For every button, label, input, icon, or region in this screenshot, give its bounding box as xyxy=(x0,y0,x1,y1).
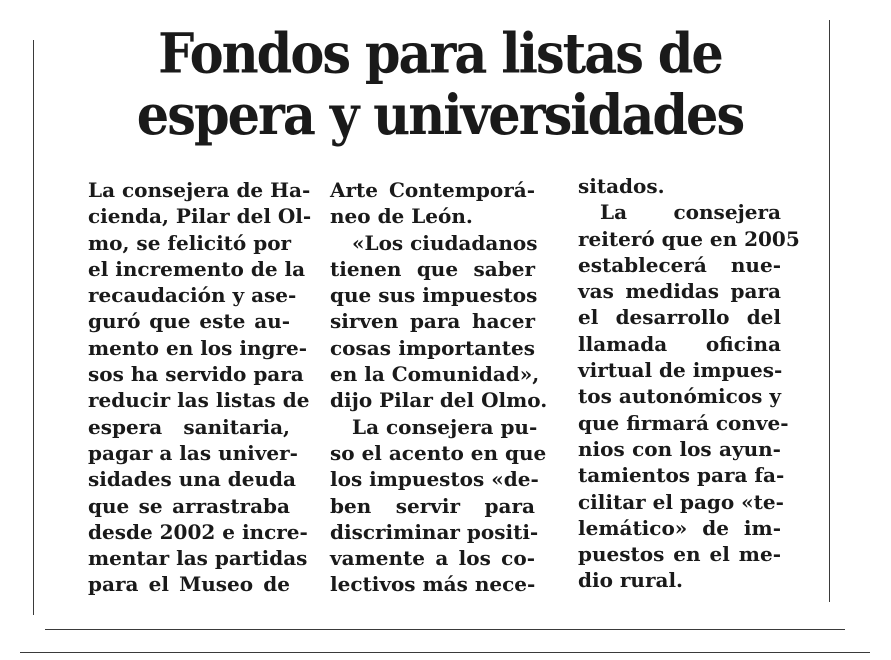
text-line: «Los ciudadanos xyxy=(352,230,538,255)
text-line: dijo Pilar del Olmo. xyxy=(330,388,548,413)
text-line: sos ha servido para xyxy=(88,362,304,387)
text-line: mentar las partidas xyxy=(88,546,308,571)
text-line: La consejera de Ha- xyxy=(88,178,311,202)
text-line: mento en los ingre- xyxy=(88,335,308,360)
text-line: neo de León. xyxy=(330,204,473,229)
text-line: nios con los ayun- xyxy=(578,436,781,461)
text-line: sirven para hacer xyxy=(330,309,535,334)
left-border-rule xyxy=(33,40,34,615)
text-line: sitados. xyxy=(578,174,665,198)
text-line: La consejera xyxy=(600,200,781,225)
bottom-rule-1 xyxy=(45,629,845,630)
text-line: puestos en el me- xyxy=(578,542,781,567)
bottom-rule-2 xyxy=(20,652,870,653)
text-line: discriminar positi- xyxy=(330,519,539,544)
text-line: vamente a los co- xyxy=(330,546,535,571)
text-line: guró que este au- xyxy=(88,309,290,334)
text-line: vas medidas para xyxy=(578,279,781,304)
text-line: cilitar el pago «te- xyxy=(578,489,784,514)
article-column-3 xyxy=(578,173,800,594)
text-line: sidades una deuda xyxy=(88,467,296,492)
text-line: que firmará conve- xyxy=(578,410,789,435)
text-line: tienen que saber xyxy=(330,256,535,281)
text-line: cosas importantes xyxy=(330,335,535,360)
text-line: lectivos más nece- xyxy=(330,572,536,597)
text-line: ben servir para xyxy=(330,493,535,518)
text-line: Arte Contemporá- xyxy=(330,178,535,202)
text-line: cienda, Pilar del Ol- xyxy=(88,204,312,229)
article-column-1 xyxy=(88,177,312,598)
text-line: tos autonómicos y xyxy=(578,384,781,409)
text-line: pagar a las univer- xyxy=(88,440,298,465)
text-line: en la Comunidad», xyxy=(330,362,540,387)
text-line: mo, se felicitó por xyxy=(88,230,292,255)
article-column-2 xyxy=(330,177,548,598)
text-line: so el acento en que xyxy=(330,440,547,465)
text-line: desde 2002 e incre- xyxy=(88,519,308,544)
text-line: el desarrollo del xyxy=(578,305,781,330)
text-line: establecerá nue- xyxy=(578,252,781,277)
text-line: recaudación y ase- xyxy=(88,283,297,308)
text-line: reducir las listas de xyxy=(88,388,310,413)
text-line: llamada oficina xyxy=(578,331,781,356)
text-line: que sus impuestos xyxy=(330,283,538,308)
article-headline xyxy=(40,21,840,149)
text-line: para el Museo de xyxy=(88,572,290,597)
text-line: dio rural. xyxy=(578,568,684,593)
headline-line-2: espera y universidades xyxy=(136,83,744,149)
text-line: reiteró que en 2005 xyxy=(578,226,800,251)
text-line: lemático» de im- xyxy=(578,515,781,540)
text-line: espera sanitaria, xyxy=(88,414,290,439)
text-line: La consejera pu- xyxy=(352,414,538,439)
text-line: los impuestos «de- xyxy=(330,467,539,492)
text-line: virtual de impues- xyxy=(578,358,783,383)
text-line: que se arrastraba xyxy=(88,493,290,518)
text-line: el incremento de la xyxy=(88,256,306,281)
headline-line-1: Fondos para listas de xyxy=(158,21,722,87)
text-line: tamientos para fa- xyxy=(578,463,785,488)
